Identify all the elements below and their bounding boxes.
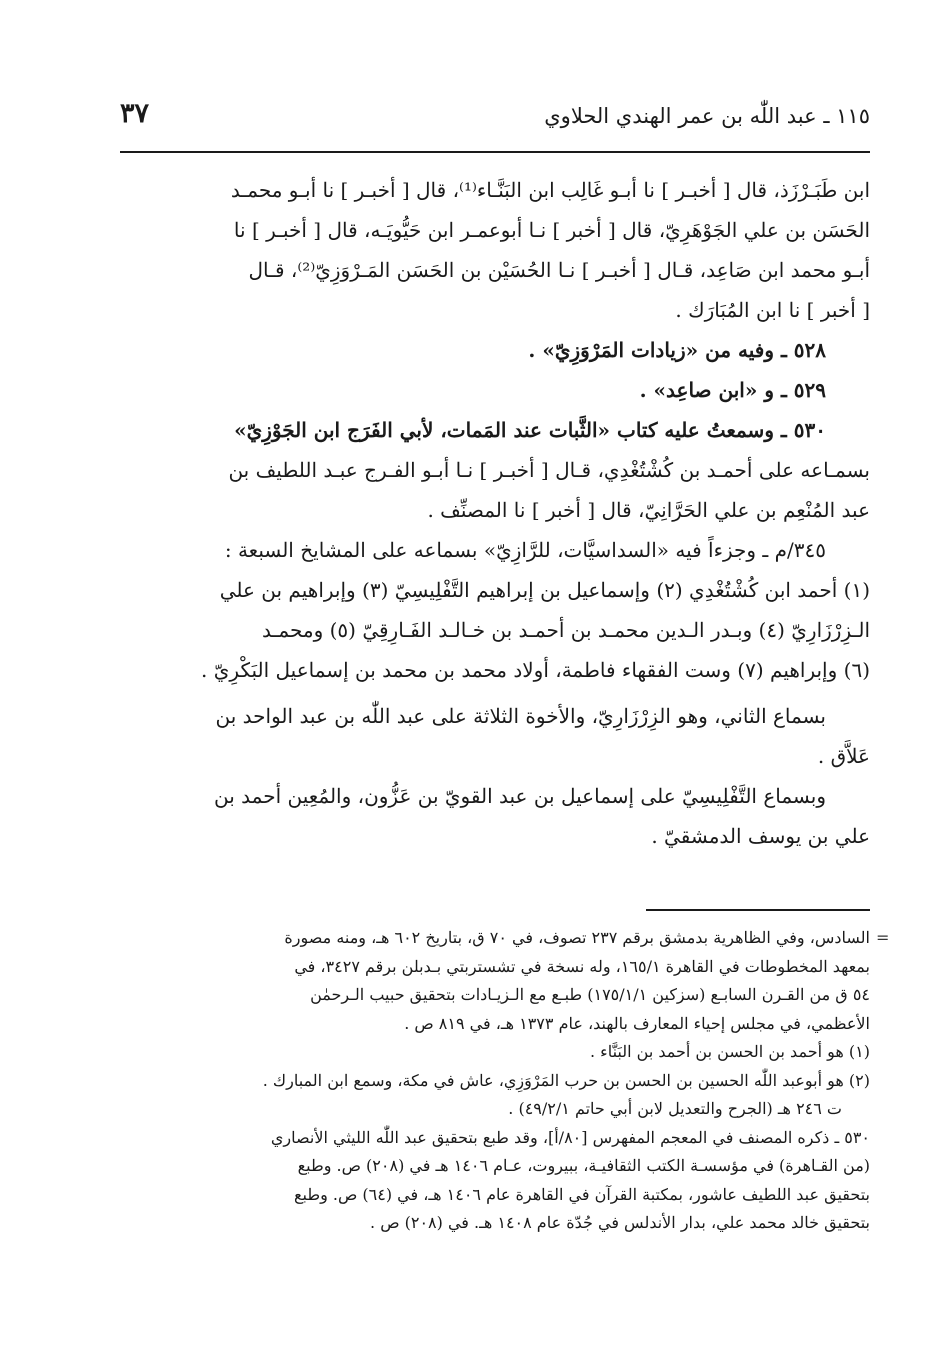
body-line: (٦) وإبراهيم (٧) وست الفقهاء فاطمة، أولاد محمد بن محمد بن إسماعيل البَكْرِيّ . bbox=[201, 658, 870, 682]
body-line: علي بن يوسف الدمشقيّ . bbox=[651, 824, 870, 848]
header-rule bbox=[120, 151, 870, 153]
footnote-1: (١) هو أحمد بن الحسن بن أحمد بن البَنَّاء . bbox=[590, 1042, 870, 1061]
main-text bbox=[118, 170, 870, 856]
page-header bbox=[120, 98, 870, 142]
entry-528: ٥٢٨ ـ وفيه من «زيادات المَرْوَزِيّ» . bbox=[528, 338, 826, 362]
body-line: الـزِرْزَارِيّ (٤) وبـدر الـدين محمـد بن أحمـد بن خـالـد الفَـارِقِيّ (٥) ومحمـد bbox=[262, 618, 870, 642]
footnote-rule bbox=[646, 909, 870, 911]
body-line: بسماع الثاني، وهو الزِرْزَارِيّ، والأخوة الثلاثة على عبد اللّٰه بن عبد الواحد بن bbox=[215, 704, 826, 728]
footnote-line: ت ٢٤٦ هـ (الجرح والتعديل لابن أبي حاتم ٤٩/٢/١) . bbox=[508, 1099, 842, 1118]
footnote-530: ٥٣٠ ـ ذكره المصنف في المعجم المفهرس [٨٠/أ]، وقد طبع بتحقيق عبد اللّٰه الليثي الأنصاري bbox=[270, 1127, 870, 1147]
footnote-2: (٢) هو أبوعبد اللّٰه الحسين بن الحسن بن حرب المَرْوَزِي، عاش في مكة، وسمع ابن المبارك . bbox=[262, 1070, 870, 1090]
footnote-line: بتحقيق عبد اللطيف عاشور، بمكتبة القرآن في القاهرة عام ١٤٠٦ هـ، في (٦٤) ص. وطبع bbox=[294, 1184, 870, 1204]
body-line: ابن طَبَـرْزَذ، قال [ أخبـر ] نا أبـو غَالِب ابن البَنَّـاء⁽¹⁾، قال [ أخبـر ] نا أبـو محمـد bbox=[230, 178, 870, 202]
running-title: ١١٥ ـ عبد اللّٰه بن عمر الهندي الحلاوي bbox=[544, 104, 870, 128]
footnote-line: (من القـاهرة) في مؤسسـة الكتب الثقافيـة، ببيروت، عـام ١٤٠٦ هـ في (٢٠٨) ص. وطبع bbox=[297, 1156, 870, 1175]
body-line: الحَسَن بن علي الجَوْهَرِيّ، قال [ أخبر ] نـا أبوعمـر ابن حَيُّويَـه، قال [ أخبـر ] نا bbox=[233, 218, 870, 242]
footnote-line: ٥٤ ق من القـرن السابـع (سزكين ١٧٥/١/١) طبـع مع الـزيـادات بتحقيق حبيب الـرحمٰن bbox=[310, 985, 870, 1004]
entry-345m: ٣٤٥/م ـ وجزءاً فيه «السداسيَّات، للرَّازِيّ» بسماعه على المشايخ السبعة : bbox=[224, 538, 826, 562]
footnote-line: بمعهد المخطوطات في القاهرة ١٦٥/١، وله نسخة في تشستربتي بـدبلن برقم ٣٤٢٧، في bbox=[294, 956, 870, 976]
footnotes bbox=[118, 924, 870, 1238]
page-number: ٣٧ bbox=[120, 98, 150, 129]
body-line: بسمـاعه على أحمـد بن كُشْتُغْدِي، قـال [ أخبـر ] نـا أبـو الفـرج عبـد اللطيف بن bbox=[228, 458, 870, 482]
entry-529: ٥٢٩ ـ و «ابن صاعِد» . bbox=[639, 378, 826, 402]
footnote-line: السادس، وفي الظاهرية بدمشق برقم ٢٣٧ تصوف، في ٧٠ ق، بتاريخ ٦٠٢ هـ، ومنه مصورة bbox=[284, 928, 870, 947]
continuation-mark: = bbox=[876, 928, 890, 947]
body-line: أبـو محمد ابن صَاعِد، قـال [ أخبـر ] نـا الحُسَيْن بن الحَسَن المَـرْوَزِيّ⁽²⁾، قـال bbox=[248, 258, 870, 282]
footnote-line: بتحقيق خالد محمد علي، بدار الأندلس في جُدّة عام ١٤٠٨ هـ. في (٢٠٨) ص . bbox=[370, 1213, 870, 1232]
body-line: عَلاَّق . bbox=[817, 744, 870, 768]
body-line: (١) أحمد ابن كُشْتُغْدِي (٢) وإسماعيل بن إبراهيم التَّفْلِيسِيّ (٣) وإبراهيم بن علي bbox=[219, 578, 870, 602]
entry-530: ٥٣٠ ـ وسمعتُ عليه كتاب «الثَّبات عند المَمات، لأبي الفَرَج ابن الجَوْزِيّ» bbox=[234, 418, 826, 442]
body-line: [ أخبر ] نا ابن المُبَارَك . bbox=[675, 298, 870, 322]
body-line: عبد المُنْعِم بن علي الحَرَّانِيّ، قال [ أخبر ] نا المصنِّف . bbox=[427, 498, 870, 522]
footnote-line: الأعظمي، في مجلس إحياء المعارف بالهند، عام ١٣٧٣ هـ، في ٨١٩ ص . bbox=[404, 1013, 870, 1033]
body-line: وبسماع التَّفْلِيسِيّ على إسماعيل بن عبد القويّ بن عَزُّون، والمُعِين أحمد بن bbox=[214, 784, 826, 808]
